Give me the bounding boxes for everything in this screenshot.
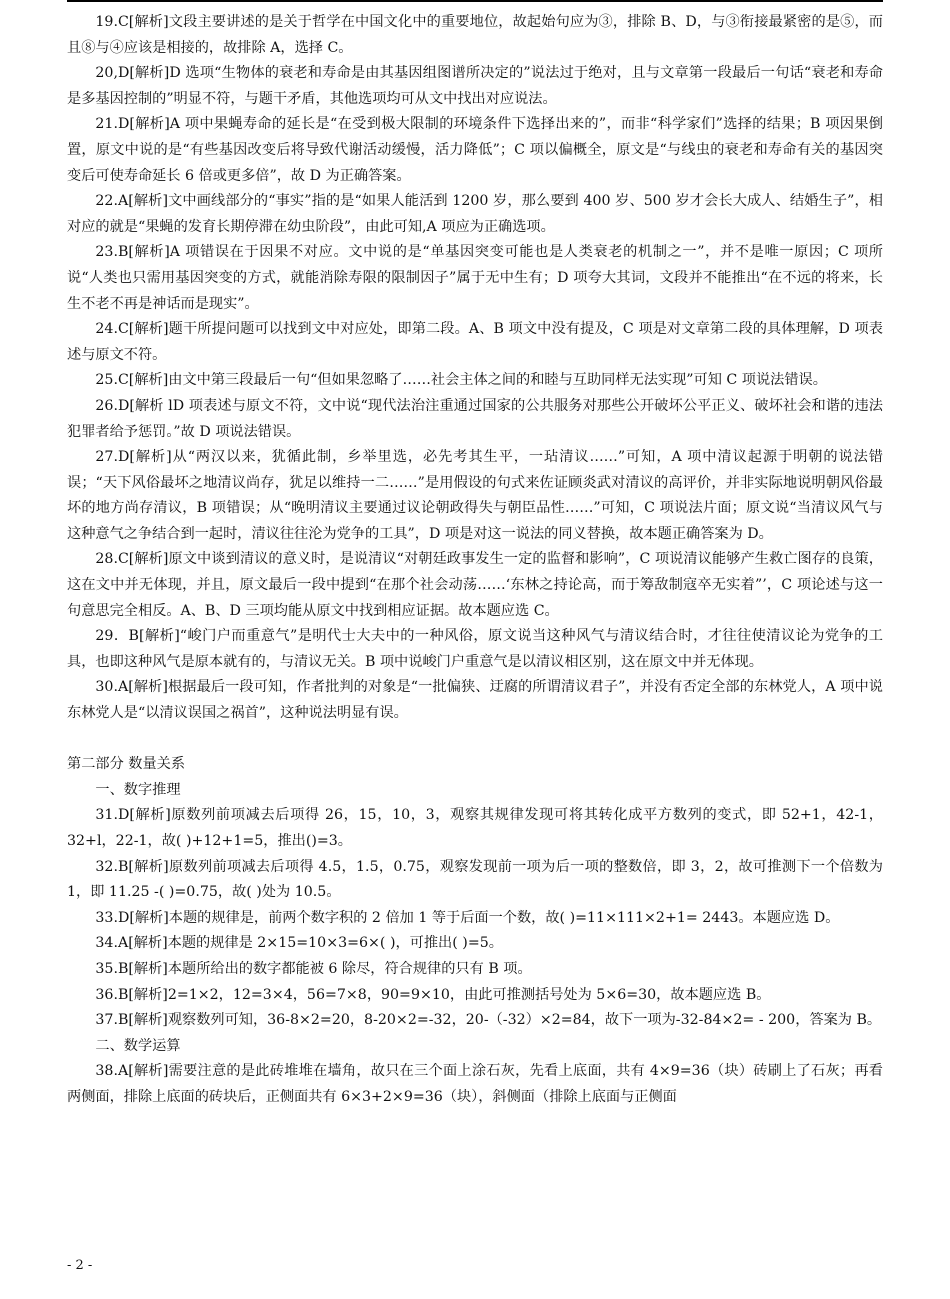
subsection-heading-math-operations: 二、数学运算 xyxy=(95,1037,181,1054)
answer-paragraph-24: 24.C[解析]题干所提问题可以找到文中对应处，即第二段。A、B 项文中没有提及，C 项是对文章第二段的具体理解，D 项表述与原文不符。 xyxy=(67,321,883,363)
answer-paragraph-28: 28.C[解析]原文中谈到清议的意义时，是说清议“对朝廷政事发生一定的监督和影响”，C 项说清议能够产生救亡图存的良策，这在文中并无体现，并且，原文最后一段中提到“在那个社会动荡……‘东林之持论高，而于筹敌制寇卒无实着”’，C 项论述与这一句意思完全相反。A、B、D 三项均能从原文中找到相应证据。故本题应选 C。 xyxy=(67,551,883,619)
answer-paragraph-35: 35.B[解析]本题所给出的数字都能被 6 除尽，符合规律的只有 B 项。 xyxy=(95,960,532,977)
answer-paragraph-38: 38.A[解析]需要注意的是此砖堆堆在墙角，故只在三个面上涂石灰，先看上底面，共有 4×9=36（块）砖刷上了石灰；再看两侧面，排除上底面的砖块后，正侧面共有 6×3+2×9=36（块），斜侧面（排除上底面与正侧面 xyxy=(67,1063,883,1105)
answer-paragraph-33: 33.D[解析]本题的规律是，前两个数字积的 2 倍加 1 等于后面一个数，故( )=11×111×2+1= 2443。本题应选 D。 xyxy=(95,909,840,926)
section-heading: 第二部分 数量关系 xyxy=(67,756,186,773)
answer-paragraph-27: 27.D[解析]从“两汉以来，犹循此制，乡举里选，必先考其生平，一玷清议……”可知，A 项中清议起源于明朝的说法错误；“天下风俗最坏之地清议尚存，犹足以维持一二……”是用假设的句式来佐证顾炎武对清议的高评价，并非实际地说明朝风俗最坏的地方尚存清议，B 项错误；从“晚明清议主要通过议论朝政得失与朝臣品性……”可知，C 项说法片面；原文说“当清议风气与这种意气之争结合到一起时，清议往往沦为党争的工具”，D 项是对这一说法的同义替换，故本题正确答案为 D。 xyxy=(67,449,883,542)
answer-paragraph-36: 36.B[解析]2=1×2，12=3×4，56=7×8，90=9×10，由此可推测括号处为 5×6=30，故本题应选 B。 xyxy=(95,986,771,1003)
answer-paragraph-22: 22.A[解析]文中画线部分的“事实”指的是“如果人能活到 1200 岁，那么要到 400 岁、500 岁才会长大成人、结婚生子”，相对应的就是“果蝇的发育长期停滞在幼虫阶段”，由此可知,A 项应为正确选项。 xyxy=(67,193,883,235)
answer-paragraph-32: 32.B[解析]原数列前项减去后项得 4.5，1.5，0.75，观察发现前一项为后一项的整数倍，即 3，2，故可推测下一个倍数为 1，即 11.25 -( )=0.75，故( )处为 10.5。 xyxy=(67,858,883,901)
answer-paragraph-37: 37.B[解析]观察数列可知，36-8×2=20，8-20×2=-32，20-（-32）×2=84，故下一项为-32-84×2= - 200，答案为 B。 xyxy=(95,1012,882,1029)
answer-paragraph-34: 34.A[解析]本题的规律是 2×15=10×3=6×( )，可推出( )=5。 xyxy=(95,935,503,952)
section-spacer xyxy=(67,727,883,753)
answer-paragraph-20: 20,D[解析]D 选项“生物体的衰老和寿命是由其基因组图谱所决定的”说法过于绝对，且与文章第一段最后一句话“衰老和寿命是多基因控制的”明显不符，与题干矛盾，其他选项均可从文中找出对应说法。 xyxy=(67,65,883,107)
header-rule xyxy=(67,0,883,2)
answer-paragraph-21: 21.D[解析]A 项中果蝇寿命的延长是“在受到极大限制的环境条件下选择出来的”，而非“科学家们”选择的结果；B 项因果倒置，原文中说的是“有些基因改变后将导致代谢活动缓慢，活力降低”；C 项以偏概全，原文是“与线虫的衰老和寿命有关的基因突变后可使寿命延长 6 倍或更多倍”，故 D 为正确答案。 xyxy=(67,116,883,184)
document-body xyxy=(67,10,883,1111)
answer-paragraph-31: 31.D[解析]原数列前项减去后项得 26，15，10，3，观察其规律发现可将其转化成平方数列的变式，即 52+1，42-1，32+l，22-1，故( )+12+1=5，推出()=3。 xyxy=(67,807,883,849)
answer-paragraph-30: 30.A[解析]根据最后一段可知，作者批判的对象是“一批偏狭、迂腐的所谓清议君子”，并没有否定全部的东林党人，A 项中说东林党人是“以清议误国之祸首”，这种说法明显有误。 xyxy=(67,679,883,722)
answer-paragraph-26: 26.D[解析 lD 项表述与原文不符，文中说“现代法治注重通过国家的公共服务对那些公开破坏公平正义、破坏社会和谐的违法犯罪者给予惩罚。”故 D 项说法错误。 xyxy=(67,397,883,440)
answer-paragraph-29: 29．B[解析]“峻门户而重意气”是明代士大夫中的一种风俗，原文说当这种风气与清议结合时，才往往使清议论为党争的工具，也即这种风气是原本就有的，与清议无关。B 项中说峻门户重意气是以清议相区别，这在原文中并无体现。 xyxy=(67,628,883,670)
answer-paragraph-19: 19.C[解析]文段主要讲述的是关于哲学在中国文化中的重要地位，故起始句应为③，排除 B、D，与③衔接最紧密的是⑤，而且⑧与④应该是相接的，故排除 A，选择 C。 xyxy=(67,14,883,56)
page-number: - 2 - xyxy=(67,1258,93,1273)
answer-paragraph-25: 25.C[解析]由文中第三段最后一句“但如果忽略了……社会主体之间的和睦与互助同样无法实现”可知 C 项说法错误。 xyxy=(95,372,827,389)
answer-paragraph-23: 23.B[解析]A 项错误在于因果不对应。文中说的是“单基因突变可能也是人类衰老的机制之一”，并不是唯一原因；C 项所说“人类也只需用基因突变的方式，就能消除寿限的限制因子”属于无中生有；D 项夸大其词，文段并不能推出“在不远的将来，长生不老不再是神话而是现实”。 xyxy=(67,244,883,312)
subsection-heading-number-series: 一、数字推理 xyxy=(95,781,181,798)
